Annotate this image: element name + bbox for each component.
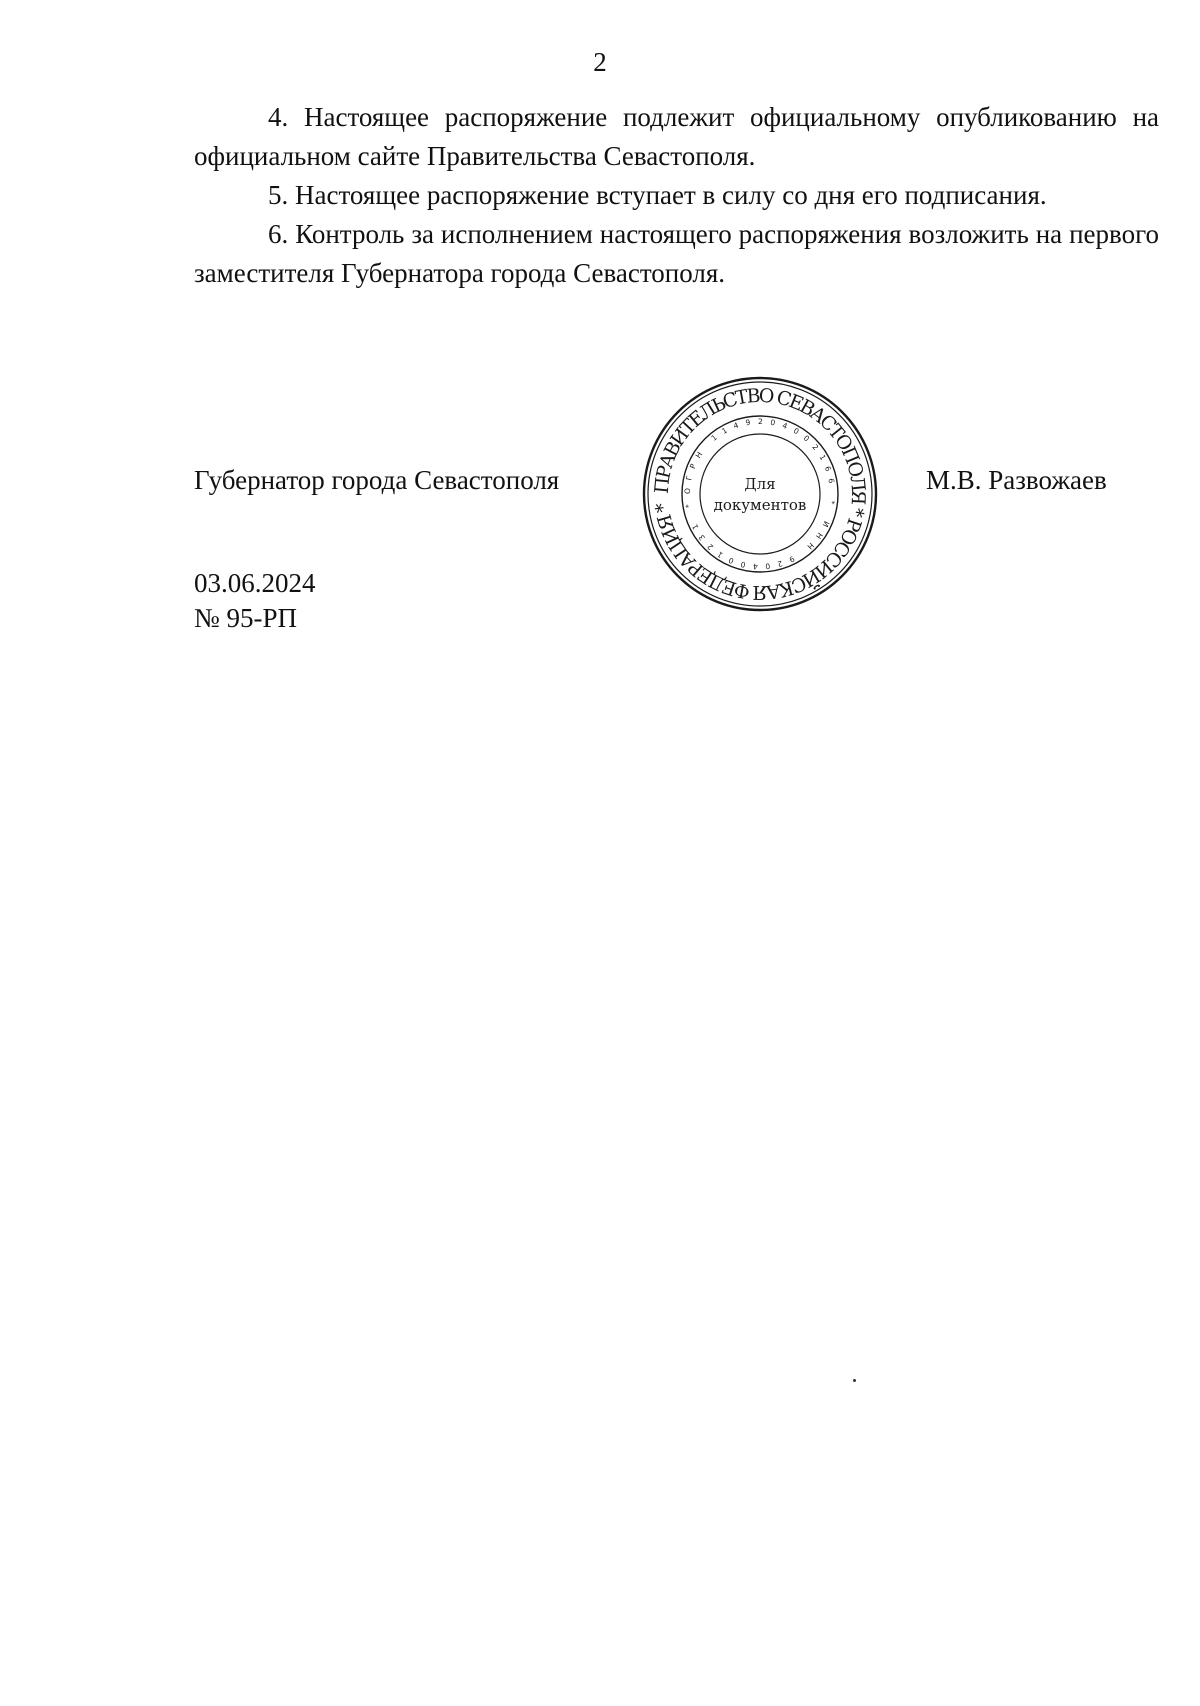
signer-name: М.В. Развожаев xyxy=(926,465,1107,495)
paragraph-6: 6. Контроль за исполнением настоящего распоряжения возложить на первого заместителя Губернатора города Севастополя. xyxy=(194,219,1159,288)
seal-outer-ring xyxy=(644,378,876,610)
scan-speck xyxy=(853,1379,856,1382)
official-seal xyxy=(640,374,880,614)
document-number: № 95-РП xyxy=(194,603,298,633)
document-body xyxy=(194,98,1159,293)
seal-middle-ring xyxy=(682,416,838,572)
seal-outer-text-path: ПРАВИТЕЛЬСТВО СЕВАСТОПОЛЯ * РОССИЙСКАЯ ФЕДЕРАЦИЯ * xyxy=(650,384,870,604)
document-date: 03.06.2024 xyxy=(194,568,316,598)
seal-graphic xyxy=(640,374,880,614)
signer-title: Губернатор города Севастополя xyxy=(194,465,560,495)
page-number: 2 xyxy=(593,47,607,77)
seal-inner-text-path: ОГРН 1149204002166 * ИНН 9204001231 * xyxy=(682,416,838,572)
seal-inner-text xyxy=(683,417,837,571)
paragraph-5: 5. Настоящее распоряжение вступает в силу со дня его подписания. xyxy=(268,180,1047,210)
seal-center-line-1: Для xyxy=(744,475,776,493)
paragraph-4: 4. Настоящее распоряжение подлежит официальному опубликованию на официальном сайте Правительства Севастополя. xyxy=(194,102,1159,171)
seal-inner-ring xyxy=(700,434,820,554)
seal-center-line-2: документов xyxy=(713,496,807,514)
